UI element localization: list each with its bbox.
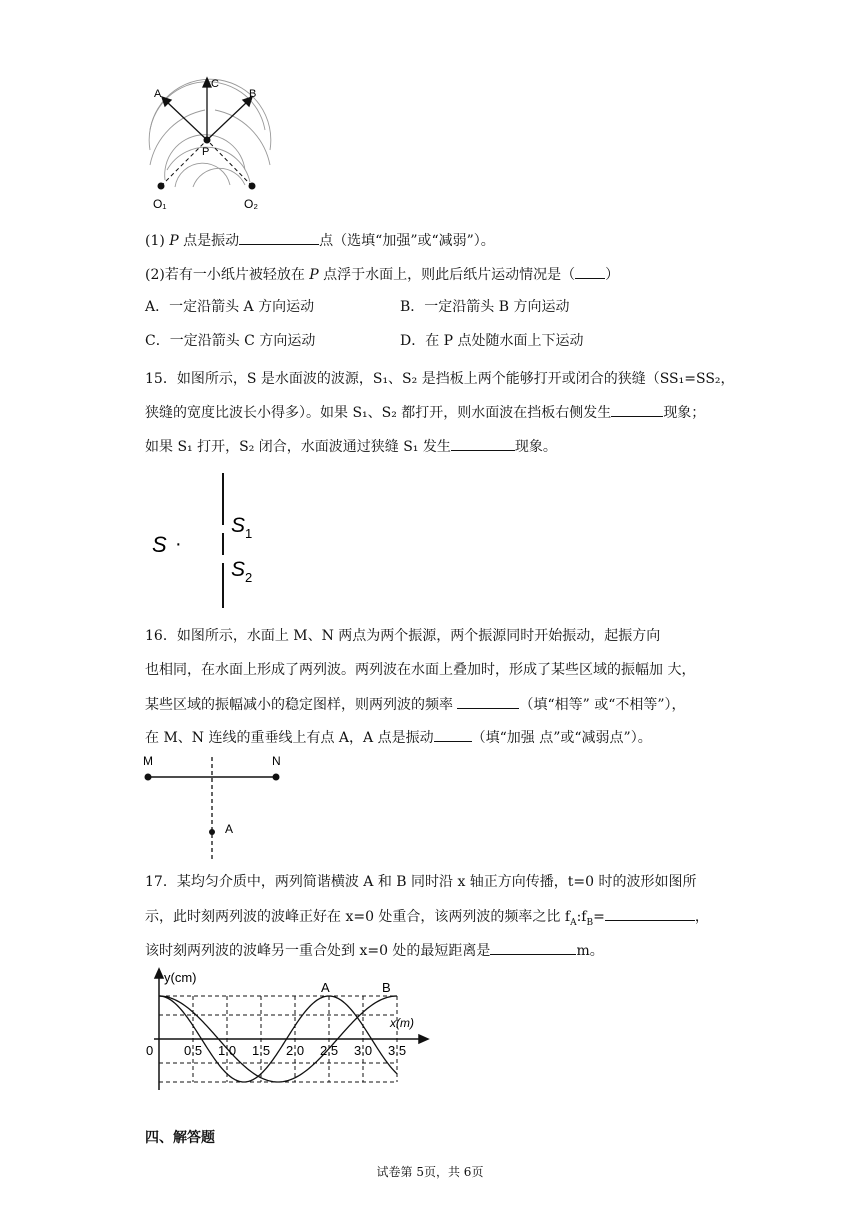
x-tick-label: 0.5 — [184, 1043, 203, 1058]
q17-sub-b: B — [586, 917, 594, 928]
q15-line2 — [145, 402, 705, 423]
q14-option-d[interactable]: D．在 P 点处随水面上下运动 — [400, 333, 584, 349]
x-tick-label: 2.0 — [286, 1043, 305, 1058]
x-tick-label: 3.5 — [388, 1043, 407, 1058]
q15-line1: 15．如图所示，S 是水面波的波源，S₁、S₂ 是挡板上两个能够打开或闭合的狭缝（SS₁=SS₂， — [145, 371, 735, 387]
q17-line1: 17．某均匀介质中，两列简谐横波 A 和 B 同时沿 x 轴正方向传播，t=0 时的波形如图所 — [145, 874, 697, 890]
answer-blank[interactable] — [434, 727, 472, 742]
q14-option-c[interactable]: C．一定沿箭头 C 方向运动 — [145, 333, 316, 349]
x-axis-label: x(m) — [390, 1016, 414, 1030]
point-a-label: A — [225, 822, 234, 836]
page-footer: 试卷第 5页，共 6页 — [376, 1165, 484, 1179]
q14-option-a[interactable]: A．一定沿箭头 A 方向运动 — [145, 299, 315, 315]
q14-sub1-prefix: (1) — [145, 233, 170, 249]
x-tick-label: 3.0 — [354, 1043, 373, 1058]
wave-a-label: A — [321, 980, 330, 995]
wave-b-label: B — [382, 980, 391, 995]
label-o1: O₁ — [153, 197, 167, 211]
q14-sub2-var: P — [309, 267, 319, 283]
answer-blank[interactable] — [451, 436, 515, 451]
answer-blank[interactable] — [611, 402, 663, 417]
q14-sub2-mid: 点浮于水面上，则此后纸片运动情况是（ — [318, 267, 576, 283]
source-m-label: M — [143, 754, 153, 768]
q14-sub1-var: P — [169, 233, 179, 249]
label-a: A — [154, 88, 162, 100]
q17-line2b: = — [593, 909, 605, 925]
q16-line3 — [145, 694, 686, 715]
y-axis-label: y(cm) — [164, 970, 197, 985]
q16-line3b: （填“相等” 或“不相等”）， — [519, 697, 686, 713]
q14-sub1-mid: 点是振动 — [178, 233, 240, 249]
section-heading: 四、解答题 — [145, 1130, 215, 1146]
q15-line2b: 现象； — [663, 405, 706, 421]
source-s-label: S — [152, 532, 167, 557]
label-c: C — [211, 78, 219, 90]
q14-sub2-suffix: ） — [605, 267, 620, 283]
q15-line2a: 狭缝的宽度比波长小得多）。如果 S₁、S₂ 都打开，则水面波在挡板右侧发生 — [145, 405, 612, 421]
q16-line1: 16．如图所示，水面上 M、N 两点为两个振源，两个振源同时开始振动，起振方向 — [145, 628, 661, 644]
q17-line3a: 该时刻两列波的波峰另一重合处到 x=0 处的最短距离是 — [145, 943, 491, 959]
q17-sub-a: A — [570, 917, 577, 928]
two-source-figure — [140, 752, 290, 862]
q17-colon: :f — [576, 909, 587, 925]
q17-line2a: 示，此时刻两列波的波峰正好在 x=0 处重合，该两列波的频率之比 f — [145, 909, 571, 925]
slit-barrier-figure — [145, 470, 285, 615]
answer-blank[interactable] — [239, 230, 319, 245]
wave-interference-figure — [145, 70, 275, 215]
q16-line4b: （填“加强 点”或“减弱点”）。 — [471, 730, 652, 746]
x-tick-label: 1.5 — [252, 1043, 271, 1058]
q17-line2: 示，此时刻两列波的波峰正好在 x=0 处重合，该两列波的频率之比 $f_A:f_B=$ ， — [145, 906, 709, 933]
q15-line3a: 如果 S₁ 打开，S₂ 闭合，水面波通过狭缝 S₁ 发生 — [145, 439, 451, 455]
q17-line3b: m。 — [576, 943, 604, 959]
origin-label: 0 — [146, 1043, 154, 1058]
slit-s1-label: $S_1$ — [231, 514, 253, 541]
slit-s2-label: $S_2$ — [231, 558, 253, 585]
q15-line3 — [145, 436, 557, 457]
answer-blank[interactable] — [457, 694, 519, 709]
source-dot: · — [175, 533, 182, 555]
label-o2: O₂ — [244, 197, 258, 211]
label-b: B — [249, 88, 257, 100]
q16-line3a: 某些区域的振幅减小的稳定图样，则两列波的频率 — [145, 697, 458, 713]
label-p: P — [202, 146, 210, 158]
wave-graph — [140, 966, 440, 1096]
q14-sub2 — [145, 264, 619, 285]
q16-line4 — [145, 727, 652, 748]
q14-sub1-suffix: 点（选填“加强”或“减弱”）。 — [319, 233, 495, 249]
q16-line2: 也相同，在水面上形成了两列波。两列波在水面上叠加时，形成了某些区域的振幅加 大， — [145, 662, 696, 678]
q15-line3b: 现象。 — [514, 439, 557, 455]
answer-blank[interactable] — [605, 906, 695, 921]
x-tick-label: 2.5 — [320, 1043, 339, 1058]
q14-sub2-prefix: (2)若有一小纸片被轻放在 — [145, 267, 310, 283]
q17-line3 — [145, 940, 604, 961]
q14-option-b[interactable]: B．一定沿箭头 B 方向运动 — [400, 299, 570, 315]
x-tick-label: 1.0 — [218, 1043, 237, 1058]
answer-blank[interactable] — [575, 264, 605, 279]
q14-sub1 — [145, 230, 495, 251]
source-n-label: N — [272, 754, 281, 768]
answer-blank[interactable] — [490, 940, 576, 955]
q16-line4a: 在 M、N 连线的重垂线上有点 A，A 点是振动 — [145, 730, 434, 746]
